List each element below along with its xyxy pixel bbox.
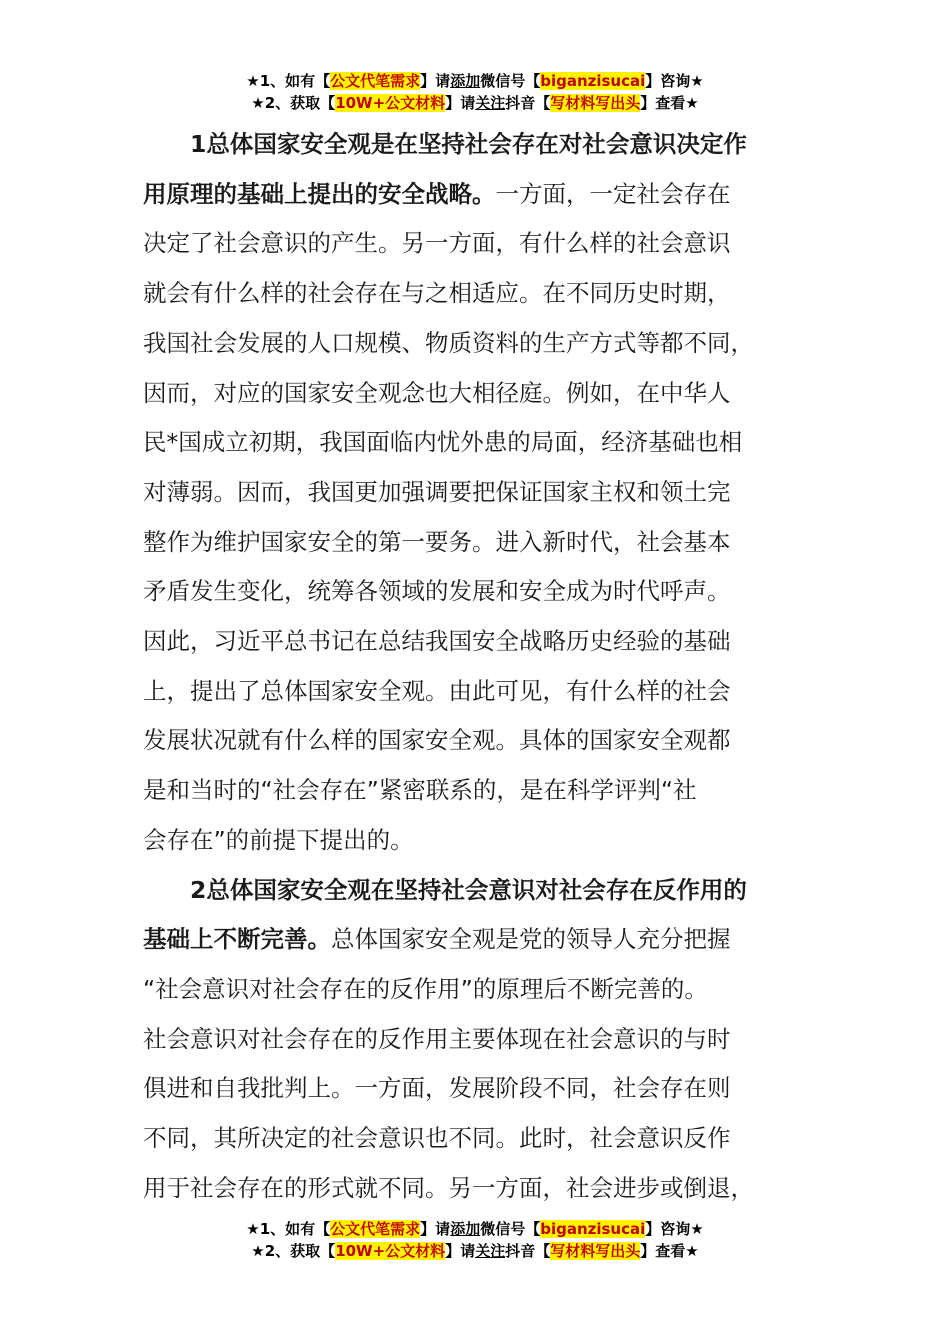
banner-text: 微信号【	[480, 72, 541, 90]
banner-line-1	[0, 1218, 950, 1240]
banner-text: 】请	[445, 1242, 476, 1260]
text-line	[143, 915, 808, 965]
banner-text: ★2、获取【	[251, 94, 336, 112]
text-line: 因而，对应的国家安全观念也大相径庭。例如，在中华人	[143, 378, 731, 407]
banner-text: ★1、如有【	[246, 1220, 331, 1238]
text-line: 决定了社会意识的产生。另一方面，有什么样的社会意识	[143, 229, 731, 258]
text-line: 会存在”的前提下提出的。	[143, 825, 414, 854]
paragraph-2	[143, 866, 808, 1214]
banner-line-1	[0, 70, 950, 92]
banner-line-2	[0, 92, 950, 114]
banner-text: 微信号【	[480, 1220, 541, 1238]
banner-underlined: 关注	[475, 1242, 506, 1260]
text-line: 俱进和自我批判上。一方面，发展阶段不同，社会存在则	[143, 1074, 731, 1103]
banner-line-2	[0, 1240, 950, 1262]
text-line: 因此，习近平总书记在总结我国安全战略历史经验的基础	[143, 627, 731, 656]
text-line: 整作为维护国家安全的第一要务。进入新时代，社会基本	[143, 527, 731, 556]
banner-highlight: 10W+公文材料	[335, 94, 446, 112]
banner-text: ★2、获取【	[251, 1242, 336, 1260]
header-banner	[0, 70, 950, 114]
text-line: “社会意识对社会存在的反作用”的原理后不断完善的。	[143, 974, 708, 1003]
text-line: 社会意识对社会存在的反作用主要体现在社会意识的与时	[143, 1024, 731, 1053]
banner-highlight: 写材料写出头	[550, 94, 641, 112]
text-line: 矛盾发生变化，统筹各领域的发展和安全成为时代呼声。	[143, 577, 731, 606]
text-line	[143, 170, 808, 220]
text-line: 对薄弱。因而，我国更加强调要把保证国家主权和领土完	[143, 477, 731, 506]
text-line: 我国社会发展的人口规模、物质资料的生产方式等都不同，	[143, 328, 754, 357]
banner-underlined: 关注	[475, 94, 506, 112]
banner-text: ★1、如有【	[246, 72, 331, 90]
banner-text: 】请	[420, 1220, 451, 1238]
text-run: 总体国家安全观是党的领导人充分把握	[331, 925, 731, 954]
paragraph-heading-end: 用原理的基础上提出的安全战略。	[143, 179, 496, 208]
text-line: 上，提出了总体国家安全观。由此可见，有什么样的社会	[143, 676, 731, 705]
text-line: 不同，其所决定的社会意识也不同。此时，社会意识反作	[143, 1124, 731, 1153]
banner-text: 抖音【	[505, 1242, 551, 1260]
paragraph-heading: 2总体国家安全观在坚持社会意识对社会存在反作用的	[190, 875, 747, 904]
text-run: 一方面，一定社会存在	[495, 179, 731, 208]
footer-banner	[0, 1218, 950, 1262]
banner-text: 】查看★	[640, 1242, 699, 1260]
paragraph-heading-end: 基础上不断完善。	[143, 925, 331, 954]
document-body	[143, 120, 808, 1213]
banner-text: 】请	[445, 94, 476, 112]
banner-text: 抖音【	[505, 94, 551, 112]
banner-text: 】查看★	[640, 94, 699, 112]
banner-highlight: biganzisucai	[540, 1220, 646, 1238]
banner-text: 】咨询★	[645, 1220, 704, 1238]
banner-highlight: 公文代笔需求	[330, 1220, 421, 1238]
banner-underlined: 添加	[450, 72, 481, 90]
banner-highlight: biganzisucai	[540, 72, 646, 90]
text-line: 民*国成立初期，我国面临内忧外患的局面，经济基础也相	[143, 428, 743, 457]
text-line: 发展状况就有什么样的国家安全观。具体的国家安全观都	[143, 726, 731, 755]
banner-highlight: 10W+公文材料	[335, 1242, 446, 1260]
text-line: 就会有什么样的社会存在与之相适应。在不同历史时期，	[143, 279, 731, 308]
banner-text: 】请	[420, 72, 451, 90]
banner-underlined: 添加	[450, 1220, 481, 1238]
text-line: 用于社会存在的形式就不同。另一方面，社会进步或倒退，	[143, 1173, 754, 1202]
paragraph-1	[143, 120, 808, 866]
banner-highlight: 写材料写出头	[550, 1242, 641, 1260]
banner-text: 】咨询★	[645, 72, 704, 90]
text-line: 是和当时的“社会存在”紧密联系的，是在科学评判“社	[143, 776, 697, 805]
banner-highlight: 公文代笔需求	[330, 72, 421, 90]
paragraph-heading: 1总体国家安全观是在坚持社会存在对社会意识决定作	[190, 130, 747, 158]
